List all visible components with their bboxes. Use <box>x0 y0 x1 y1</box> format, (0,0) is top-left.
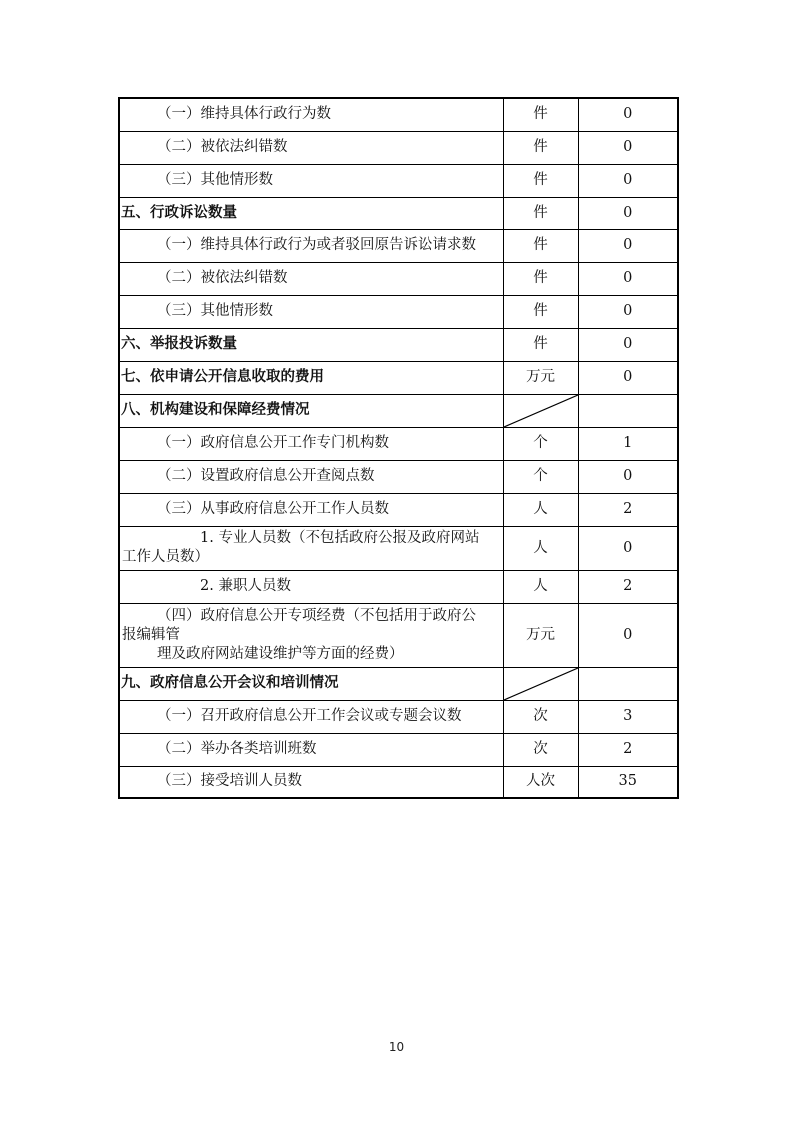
row-unit: 件 <box>503 295 578 328</box>
row-value: 0 <box>578 197 678 229</box>
row-unit: 人 <box>503 526 578 570</box>
row-unit: 件 <box>503 164 578 197</box>
table-row <box>119 700 678 733</box>
empty-cell <box>578 667 678 700</box>
row-value: 0 <box>578 229 678 262</box>
section-row <box>119 361 678 394</box>
table-row <box>119 733 678 766</box>
table-row <box>119 526 678 570</box>
row-unit: 件 <box>503 229 578 262</box>
row-label: （一）召开政府信息公开工作会议或专题会议数 <box>119 700 503 733</box>
page-number: 10 <box>388 1040 405 1054</box>
row-label: （一）维持具体行政行为数 <box>119 98 503 131</box>
table-row <box>119 766 678 798</box>
row-label: （一）维持具体行政行为或者驳回原告诉讼请求数 <box>119 229 503 262</box>
row-value: 35 <box>578 766 678 798</box>
row-label: （一）政府信息公开工作专门机构数 <box>119 427 503 460</box>
row-value: 2 <box>578 570 678 603</box>
section-heading: 六、举报投诉数量 <box>119 328 503 361</box>
row-value: 0 <box>578 460 678 493</box>
row-value: 0 <box>578 526 678 570</box>
row-unit: 次 <box>503 733 578 766</box>
row-label: （三）其他情形数 <box>119 295 503 328</box>
table-row <box>119 262 678 295</box>
row-label-line: 工作人员数） <box>122 549 209 565</box>
row-unit: 件 <box>503 98 578 131</box>
row-label: （三）其他情形数 <box>119 164 503 197</box>
section-heading: 五、行政诉讼数量 <box>119 197 503 229</box>
row-label <box>119 526 503 570</box>
row-label: （二）被依法纠错数 <box>119 262 503 295</box>
row-label-line: 理及政府网站建设维护等方面的经费） <box>157 645 404 662</box>
diagonal-line <box>504 395 578 427</box>
row-label <box>119 603 503 667</box>
row-unit: 件 <box>503 131 578 164</box>
table-row <box>119 131 678 164</box>
row-value: 0 <box>578 98 678 131</box>
row-value: 0 <box>578 328 678 361</box>
table-row <box>119 229 678 262</box>
diagonal-cell <box>503 667 578 700</box>
row-label: （三）接受培训人员数 <box>119 766 503 798</box>
section-row <box>119 394 678 427</box>
diagonal-cell <box>503 394 578 427</box>
table-row <box>119 295 678 328</box>
row-label-line: （四）政府信息公开专项经费（不包括用于政府公 <box>157 607 476 624</box>
row-value: 0 <box>578 164 678 197</box>
diagonal-line <box>504 668 578 700</box>
section-row <box>119 328 678 361</box>
statistics-table <box>118 97 679 799</box>
table-row <box>119 164 678 197</box>
section-heading: 七、依申请公开信息收取的费用 <box>119 361 503 394</box>
row-value: 2 <box>578 493 678 526</box>
row-value: 0 <box>578 295 678 328</box>
row-label-line: 报编辑管 <box>122 626 180 643</box>
section-row <box>119 197 678 229</box>
table-row <box>119 603 678 667</box>
table-row <box>119 427 678 460</box>
row-unit: 个 <box>503 460 578 493</box>
row-unit: 个 <box>503 427 578 460</box>
row-value: 0 <box>578 131 678 164</box>
row-label: 2. 兼职人员数 <box>119 570 503 603</box>
table-row <box>119 493 678 526</box>
section-row <box>119 667 678 700</box>
row-unit: 件 <box>503 197 578 229</box>
table-row <box>119 570 678 603</box>
row-label: （三）从事政府信息公开工作人员数 <box>119 493 503 526</box>
row-value: 0 <box>578 361 678 394</box>
row-label: （二）设置政府信息公开查阅点数 <box>119 460 503 493</box>
row-value: 2 <box>578 733 678 766</box>
row-value: 0 <box>578 262 678 295</box>
row-value: 0 <box>578 603 678 667</box>
row-unit: 人 <box>503 570 578 603</box>
section-heading: 九、政府信息公开会议和培训情况 <box>119 667 503 700</box>
row-unit: 万元 <box>503 603 578 667</box>
row-value: 1 <box>578 427 678 460</box>
row-label: （二）举办各类培训班数 <box>119 733 503 766</box>
row-unit: 件 <box>503 328 578 361</box>
table-row <box>119 98 678 131</box>
row-unit: 人次 <box>503 766 578 798</box>
row-label: （二）被依法纠错数 <box>119 131 503 164</box>
row-unit: 件 <box>503 262 578 295</box>
table-row <box>119 460 678 493</box>
row-value: 3 <box>578 700 678 733</box>
empty-cell <box>578 394 678 427</box>
row-unit: 次 <box>503 700 578 733</box>
section-heading: 八、机构建设和保障经费情况 <box>119 394 503 427</box>
row-label-line: 1. 专业人员数（不包括政府公报及政府网站 <box>200 530 480 546</box>
row-unit: 万元 <box>503 361 578 394</box>
row-unit: 人 <box>503 493 578 526</box>
